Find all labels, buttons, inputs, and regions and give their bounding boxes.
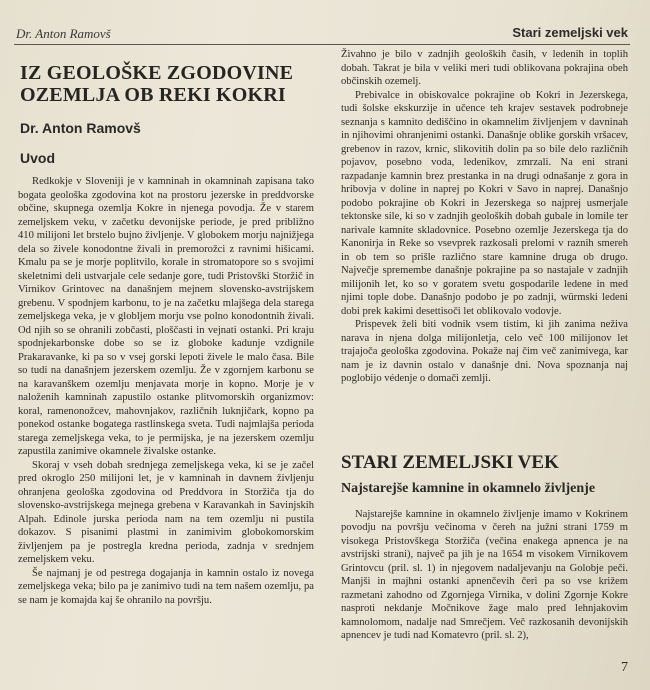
paragraph: Prispevek želi biti vodnik vsem tistim, ki jih zanima neživa narava in njena dolga milijonletja, celo več 100 milijonov let trajajoča geološka zgodovina. Pokaže naj čim več zanimivega, kar nam je iz davnin ostalo v današnje dni. Nova spoznanja naj poglobijo védenje o domači zemlji. [341,319,628,384]
article-title: IZ GEOLOŠKE ZGODOVINE OZEMLJA OB REKI KOKRI [20,62,294,106]
running-header-title: Stari zemeljski vek [512,25,628,40]
paragraph: Živahno je bilo v zadnjih geoloških časih, v ledenih in toplih dobah. Takrat je bila v veliki meri tudi oblikovana pokrajina obeh občinskih ozemelj. [341,49,628,87]
paragraph: Redkokje v Sloveniji je v kamninah in okamninah zapisana tako bogata geološka zgodovina kot na prostoru jezerske in preddvorske občine, skupnega ozemlja Kokre in njenega povodja. Že v starem zemeljskem veku, v začetku devonijske periode, je pred približno 410 milijoni let brstelo bujno življenje. V globokem morju najnižjega dela so živele konodontne živali in premorožci z ravnimi hišicami. Kmalu pa se je morje poplitvilo, korale in stromatopore so s svojimi skeletnimi deli ustvarjale cele sedanje gore, tudi Pristovški Storžič in Virnikov Grintovec na današnjem mejnem slovensko-avstrijskem grebenu. V spodnjem karbonu, to je na začetku mlajšega dela starega zemeljskega veka, je v globljem morju vse polno konodontnih živali. Od njih so se ohranili zobčasti, ploščasti in vejnati ostanki. Pri kraju spodnjekarbonske dobe so se iz globoke kadunje vzdignile Prakaravanke, ki pa so v vsej gorski lepoti živele le malo časa. Bile so tudi na današnjem jezerskem ozemlju. Že v zgornjem karbonu se na karavanškem ozemlju menjavata morje in kopno. Morje je v naloženih kamninah zapustilo ostanke plitvomorskih organizmov: koral, ramenonožcev, mahovnjakov, različnih luknjičark, kopno pa ponekod ostanke bogatega rastlinskega sveta. Tudi najmlajša perioda starega zemeljskega veka, to je permijska, je na jezerskem ozemlju zapustila zanimive okamnele živalske ostanke. [18,176,314,457]
intro-heading: Uvod [20,149,55,166]
right-column [341,48,628,386]
paragraph: Skoraj v vseh dobah srednjega zemeljskega veka, ki se je začel pred okroglo 250 milijoni let, je v kamninah in davnem življenju ohranjena geološka zgodovina od Preddvora in Storžiča tja do slovensko-avstrijskega mejnega grebena v Karavankah in Savinjskih Alpah. Edinole jurska perioda nam na tem ozemlju ni pustila dokazov. S pisanimi plastmi in zanimivim globokomorskim življenjem pa je postregla kredna perioda, zadnja v srednjem zemeljskem veku. [18,459,314,565]
paragraph: Še najmanj je od pestrega dogajanja in kamnin ostalo iz novega zemeljskega veka; bilo pa je zanimivo tudi na tem našem ozemlju, pa se nam je komajda kaj še ohranilo na površju. [18,567,314,606]
section-title: STARI ZEMELJSKI VEK [341,452,559,473]
article-author: Dr. Anton Ramovš [20,120,141,136]
running-header-author: Dr. Anton Ramovš [16,26,111,41]
section-subtitle: Najstarejše kamnine in okamnelo življenje [341,481,596,496]
header-rule [14,44,630,45]
paragraph: Najstarejše kamnine in okamnelo življenje imamo v Kokrinem povodju na površju večinoma v čereh na južni strani 1759 m visokega Pristovškega Storžiča (večina enakega apnenca je na avstrijski strani), največ pa jih je na 1654 m visokem Virnikovem Grintovcu (pril. sl. 1) in njegovem nadaljevanju na Golobje peči. Manjši in majhni ostanki apnenčevih čeri pa so vse križem razmetani zahodno od Zgornjega Virnika, v dolini Zgornje Kokre nasproti nekdanje Močnikove žage malo pred lehnjakovim kamnolomom, nadalje nad Smrečjem. Več razkosanih devonijskih apnencev je tudi nad Komatevro (pril. sl. 2), [341,508,628,641]
section-block [341,452,628,643]
paragraph: Prebivalce in obiskovalce pokrajine ob Kokri in Jezerskega, tudi šolske ekskurzije in učence teh krajev sestavek podrobneje seznanja s kamnito dediščino in okamnelim življenjem v davninah in njihovimi ohranjenimi ostanki. Današnje oblike gorskih vršacev, grebenov in razov, krnic, slikovitih dolin pa so bile delo različnih pojavov, posebno voda, ledenikov, zmrzali. Na eni strani razpadanje kamnin brez prestanka in na drugi odnašanje z gora in hribovja v doline in naprej po Kokri v Savo in naprej. Današnjo podobo pokrajine ob Kokri in Jezerskega so najprej usmerjale tektonske sile, ki so v zadnjih geoloških dobah gubale in lomile ter narivale kamnite skladovnice. Posebno ozemlje Jezerskega tja do Kanonirja in Reke so vsevprek razkosali prelomi v raznih smereh in ob tem so prišle različno stare kamnine druga ob drugo. Največje spremembe današnje pokrajine pa so nastajale v zadnjih milijonih let, ko so v goratem svetu gospodarile ledene in med njimi tople dobe. Današnjo podobo je po zadnji, würmski ledeni dobi prek kakimi desettisoči let oblikovalo vodovje. [341,89,628,317]
left-column [18,62,314,607]
page-number: 7 [621,660,628,675]
